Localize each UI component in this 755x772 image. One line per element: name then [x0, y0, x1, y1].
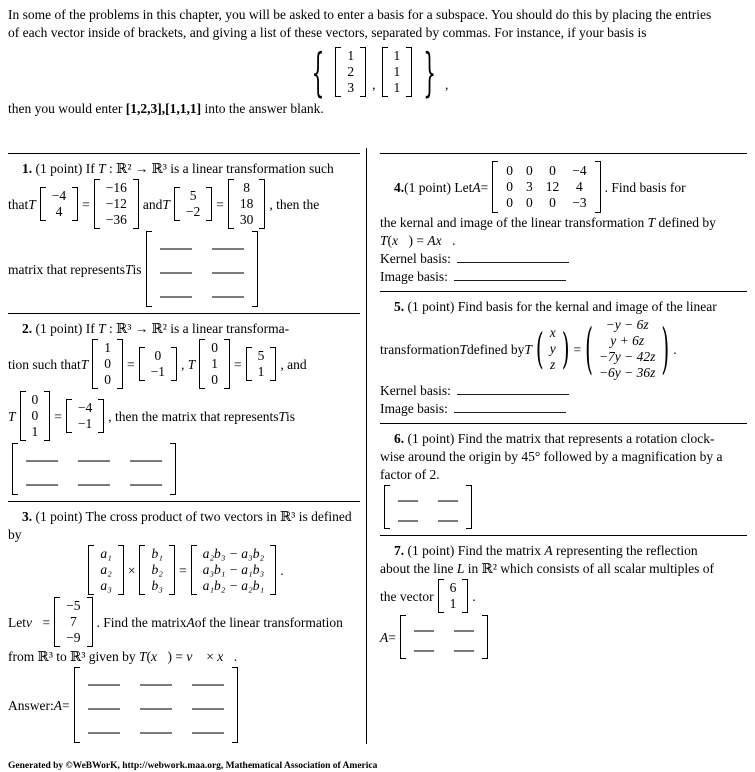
- matrix-answer-blank[interactable]: [398, 491, 418, 502]
- output-expression-vector: ( −y − 6z y + 6z −7y − 42z −6y − 36z ): [585, 315, 670, 381]
- matrix-answer-blank[interactable]: [140, 723, 172, 734]
- problem-4: [380, 160, 747, 286]
- matrix-answer-blank[interactable]: [78, 451, 110, 462]
- input-vector-2: 5 −2: [174, 186, 212, 222]
- matrix-answer-blank[interactable]: [438, 511, 458, 522]
- image-basis-label: Image basis:: [380, 269, 448, 284]
- matrix-answer-blank[interactable]: [160, 263, 192, 274]
- image-vector-2: 5 1: [246, 346, 277, 382]
- problem-number: 5.: [394, 299, 405, 314]
- matrix-answer-blank[interactable]: [212, 263, 244, 274]
- problem-1: [8, 160, 360, 308]
- left-column: [8, 148, 360, 744]
- problem-number: 2.: [22, 321, 33, 336]
- matrix-A: 0 0 0 −4 0 3 12 4 0 0 0 −3: [492, 160, 600, 214]
- webwork-footer: Generated by ©WeBWorK, http://webwork.maa.org, Mathematical Association of America: [8, 761, 378, 771]
- matrix-answer-blank[interactable]: [438, 491, 458, 502]
- problem-5: [380, 298, 747, 418]
- rule: [380, 291, 747, 292]
- rule: [380, 153, 747, 154]
- problem-4-heading-row: 4. (1 point) Let A = 0 0 0 −4 0 3 12 4 0 0 0 −3 . Find basis for: [380, 160, 747, 214]
- matrix-answer-blank[interactable]: [88, 675, 120, 686]
- output-vector-1: −16 −12 −36: [94, 178, 139, 230]
- problem-7-heading: 7. (1 point) Find the matrix A representing the reflection: [394, 543, 698, 558]
- problem-number: 6.: [394, 431, 405, 446]
- problem-6: [380, 430, 747, 530]
- vector-separator-comma: ,: [372, 77, 376, 92]
- right-paren: ): [561, 322, 570, 374]
- open-brace: {: [311, 41, 325, 103]
- problem-5-heading: 5. (1 point) Find basis for the kernal and image of the linear: [394, 299, 717, 314]
- cross-product-definition: a₁ a₂ a₃ × b₁ b₂ b₃ = a₂b₃ − a₃b₂ a₃b₁ − a₁b₃ a₁b₂ − a₂b₁ .: [8, 544, 360, 596]
- matrix-answer-blank[interactable]: [192, 699, 224, 710]
- trailing-comma: ,: [444, 77, 449, 92]
- problem-1-answer-row: matrix that represents T is: [8, 230, 360, 308]
- matrix-answer-blank[interactable]: [192, 675, 224, 686]
- problem-3-line-by: by: [8, 527, 22, 542]
- example-vector-1: 1 2 3: [335, 46, 366, 98]
- right-column: [380, 148, 747, 744]
- intro-line-3: then you would enter [1,2,3],[1,1,1] into the answer blank.: [8, 101, 324, 116]
- times-sign: ×: [127, 562, 136, 578]
- problem-5-kernel-row: [380, 382, 747, 400]
- matrix-answer-blank[interactable]: [454, 621, 474, 632]
- problem-number: 3.: [22, 509, 33, 524]
- matrix-answer-blank[interactable]: [88, 699, 120, 710]
- intro-line-2: of each vector inside of brackets, and giving a list of these vectors, separated by commas. For instance, if your basis is: [8, 25, 647, 40]
- matrix-answer-blank[interactable]: [414, 641, 434, 652]
- rule: [380, 423, 747, 424]
- problem-3-heading: 3. (1 point) The cross product of two vectors in ℝ³ is defined: [22, 509, 352, 524]
- image-vector-3: −4 −1: [66, 398, 104, 434]
- intro-paragraph: [8, 6, 747, 118]
- matrix-answer-blank[interactable]: [26, 451, 58, 462]
- matrix-answer-blank[interactable]: [398, 511, 418, 522]
- image-basis-answer-line[interactable]: [454, 402, 566, 413]
- matrix-answer-blank[interactable]: [454, 641, 474, 652]
- problem-3-line-5: from ℝ³ to ℝ³ given by T(x⃗) = v⃗ × x⃗.: [8, 649, 238, 664]
- basis-vector-e3: 0 0 1: [20, 390, 51, 442]
- matrix-answer-blank[interactable]: [414, 621, 434, 632]
- intro-line-1: In some of the problems in this chapter, you will be asked to enter a basis for a subspace. You should do this by placing the entries: [8, 7, 712, 22]
- matrix-answer-blank[interactable]: [88, 723, 120, 734]
- problem-2-equations-row-2: T 0 0 1 = −4 −1 , then the matrix that represents T is: [8, 390, 360, 442]
- answer-matrix-3x2[interactable]: [146, 230, 258, 308]
- vector-b: b₁ b₂ b₃: [139, 544, 174, 596]
- problem-6-line-3: factor of 2.: [380, 467, 440, 482]
- matrix-answer-blank[interactable]: [26, 475, 58, 486]
- problem-2: [8, 320, 360, 496]
- close-brace: }: [423, 41, 436, 103]
- matrix-answer-blank[interactable]: [130, 451, 162, 462]
- problem-1-heading: 1. (1 point) If T : ℝ² → ℝ³ is a linear transformation such: [22, 161, 334, 176]
- matrix-answer-blank[interactable]: [160, 287, 192, 298]
- problem-3-vector-v-row: Let v⃗ = −5 7 −9 . Find the matrix A of the linear transformation: [8, 596, 360, 648]
- kernel-basis-answer-line[interactable]: [457, 384, 569, 395]
- image-basis-label: Image basis:: [380, 401, 448, 416]
- problem-2-heading: 2. (1 point) If T : ℝ³ → ℝ² is a linear transforma-: [22, 321, 290, 336]
- problem-4-line-2: the kernal and image of the linear transformation T defined by: [380, 215, 716, 230]
- problem-7-answer-row: A =: [380, 614, 747, 660]
- right-paren: ): [661, 315, 670, 381]
- problem-5-image-row: [380, 400, 747, 418]
- basis-vector-e1: 1 0 0: [92, 338, 123, 390]
- input-vector-1: −4 4: [40, 186, 78, 222]
- problem-3: [8, 508, 360, 744]
- kernel-basis-label: Kernel basis:: [380, 383, 451, 398]
- matrix-answer-blank[interactable]: [192, 723, 224, 734]
- problem-6-line-2: wise around the origin by 45° followed by a magnification by a: [380, 449, 723, 464]
- problem-7: [380, 542, 747, 660]
- problem-4-kernel-row: [380, 250, 747, 268]
- input-xyz-vector: ( x y z ): [535, 322, 570, 374]
- right-bracket: [406, 47, 412, 97]
- problem-number: 4.: [394, 179, 405, 195]
- cross-product-result-vector: a₂b₃ − a₃b₂ a₃b₁ − a₁b₃ a₁b₂ − a₂b₁: [191, 544, 277, 596]
- example-vector-2: 1 1 1: [382, 46, 413, 98]
- problem-6-answer-row: [380, 484, 747, 530]
- matrix-answer-blank[interactable]: [78, 475, 110, 486]
- matrix-answer-blank[interactable]: [130, 475, 162, 486]
- problem-4-line-3: T(x⃗) = Ax⃗.: [380, 233, 456, 248]
- matrix-answer-blank[interactable]: [140, 699, 172, 710]
- right-bracket: [360, 47, 366, 97]
- kernel-basis-label: Kernel basis:: [380, 251, 451, 266]
- vector-a: a₁ a₂ a₃: [88, 544, 123, 596]
- problem-3-answer-row: Answer: A =: [8, 666, 360, 744]
- output-vector-2: 8 18 30: [228, 178, 266, 230]
- answer-matrix-2x2[interactable]: [400, 614, 488, 660]
- problem-7-line-2: about the line L in ℝ² which consists of all scalar multiples of: [380, 561, 714, 576]
- image-basis-answer-line[interactable]: [454, 270, 566, 281]
- problem-number: 1.: [22, 161, 33, 176]
- rule: [8, 501, 360, 502]
- rule: [8, 313, 360, 314]
- column-divider: [366, 148, 367, 744]
- problem-7-vector-row: the vector 6 1 .: [380, 578, 747, 614]
- answer-matrix-2x2[interactable]: [384, 484, 472, 530]
- vector-v: −5 7 −9: [54, 596, 92, 648]
- answer-matrix-3x3[interactable]: [74, 666, 238, 744]
- problem-6-heading: 6. (1 point) Find the matrix that represents a rotation clock-: [394, 431, 715, 446]
- matrix-answer-blank[interactable]: [140, 675, 172, 686]
- basis-vector-e2: 0 1 0: [199, 338, 230, 390]
- problem-number: 7.: [394, 543, 405, 558]
- matrix-answer-blank[interactable]: [212, 287, 244, 298]
- problem-1-equations-row: that T −4 4 = −16 −12 −36 and T 5 −2 = 8 18 30 , then the: [8, 178, 360, 230]
- rule: [380, 535, 747, 536]
- intro-display-math: [8, 41, 747, 103]
- problem-2-equations-row-1: tion such that T 1 0 0 = 0 −1 , T 0 1 0 = 5 1 , and: [8, 338, 360, 390]
- problem-5-transformation-row: transformation T defined by T ( x y z ) = ( −y − 6z y + 6z −7y − 42z −6y − 36z ) .: [380, 315, 677, 381]
- matrix-answer-blank[interactable]: [160, 239, 192, 250]
- answer-matrix-2x3[interactable]: [12, 442, 176, 496]
- matrix-answer-blank[interactable]: [212, 239, 244, 250]
- line-direction-vector: 6 1: [438, 578, 469, 614]
- problem-4-image-row: [380, 268, 747, 286]
- problem-2-answer-row: [8, 442, 360, 496]
- left-paren: (: [535, 322, 544, 374]
- rule: [8, 153, 360, 154]
- image-vector-1: 0 −1: [139, 346, 177, 382]
- kernel-basis-answer-line[interactable]: [457, 252, 569, 263]
- problems-two-column-area: [8, 148, 747, 744]
- example-answer-text: [1,2,3],[1,1,1]: [125, 101, 202, 116]
- left-paren: (: [585, 315, 593, 381]
